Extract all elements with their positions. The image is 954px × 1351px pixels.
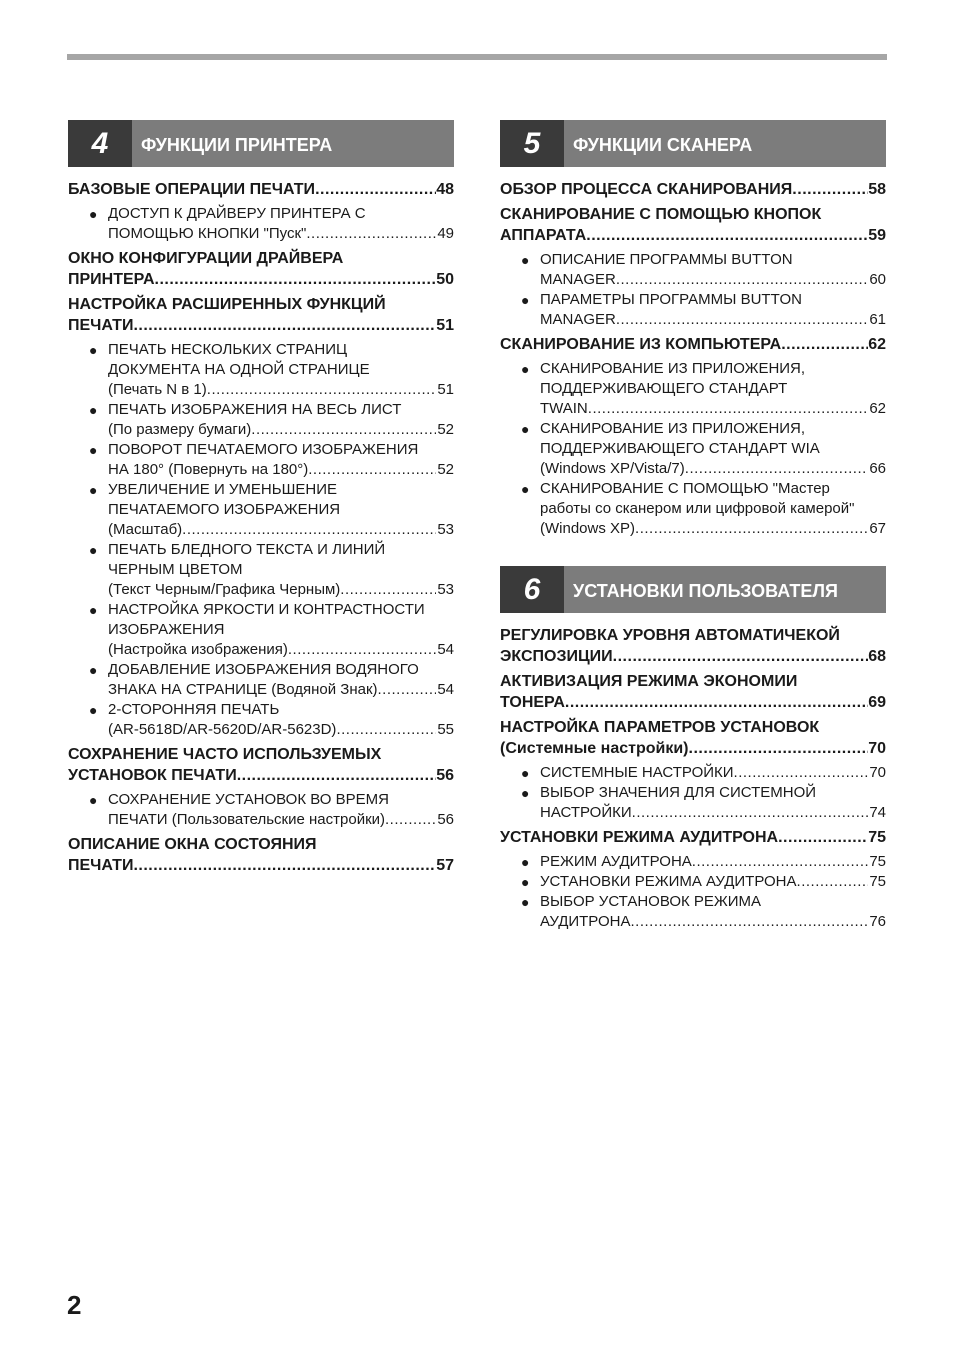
toc-text[interactable]: ● ОПИСАНИЕ ПРОГРАММЫ BUTTON	[540, 251, 793, 268]
toc-line	[540, 250, 886, 270]
toc-text[interactable]: РЕГУЛИРОВКА УРОВНЯ АВТОМАТИЧЕКОЙ	[500, 627, 840, 644]
dot-leader	[315, 179, 436, 200]
section-number: 5	[500, 120, 564, 167]
dot-leader	[133, 855, 436, 876]
toc-line	[68, 269, 454, 290]
toc-line	[108, 204, 454, 224]
toc-text[interactable]: УСТАНОВОК ПЕЧАТИ	[68, 767, 237, 784]
toc-line	[540, 763, 886, 783]
dot-leader	[781, 334, 868, 355]
toc-line	[108, 440, 454, 460]
dot-leader	[251, 420, 436, 440]
toc-subentry[interactable]	[68, 600, 454, 660]
toc-text[interactable]: (Системные настройки)	[500, 740, 689, 757]
toc-line	[108, 600, 454, 620]
page-ref[interactable]: 54	[437, 681, 454, 698]
toc-line	[108, 500, 454, 520]
toc-line	[108, 340, 454, 360]
toc-text[interactable]: ДОКУМЕНТА НА ОДНОЙ СТРАНИЦЕ	[108, 361, 370, 378]
toc-line	[540, 459, 886, 479]
toc-line	[500, 692, 886, 713]
toc-entry[interactable]	[500, 204, 886, 246]
page-ref[interactable]: 49	[437, 225, 454, 242]
toc-text[interactable]: ОПИСАНИЕ ОКНА СОСТОЯНИЯ	[68, 836, 317, 853]
toc-line	[108, 540, 454, 560]
page-ref[interactable]: 62	[869, 400, 886, 417]
toc-line	[108, 720, 454, 740]
toc-entry[interactable]	[68, 294, 454, 336]
dot-leader	[635, 519, 868, 539]
toc-text[interactable]: ● ПАРАМЕТРЫ ПРОГРАММЫ BUTTON	[540, 291, 802, 308]
dot-leader	[792, 179, 868, 200]
toc-line	[68, 248, 454, 269]
toc-subentry[interactable]	[500, 290, 886, 330]
page-number: 2	[67, 1290, 82, 1320]
toc-subentry[interactable]	[68, 660, 454, 700]
page-ref[interactable]: 68	[868, 648, 886, 665]
page-ref[interactable]: 56	[437, 811, 454, 828]
toc-line	[540, 270, 886, 290]
toc-line	[108, 380, 454, 400]
dot-leader	[630, 912, 868, 932]
toc-text[interactable]: работы со сканером или цифровой камерой"	[540, 500, 855, 517]
toc-subentry[interactable]	[500, 250, 886, 290]
page-ref[interactable]: 67	[869, 520, 886, 537]
toc-subentry[interactable]	[68, 480, 454, 540]
toc-line	[500, 225, 886, 246]
toc-line	[500, 738, 886, 759]
dot-leader	[797, 872, 869, 892]
dot-leader	[734, 763, 869, 783]
toc-line	[108, 520, 454, 540]
toc-line	[108, 360, 454, 380]
page-ref[interactable]: 74	[869, 804, 886, 821]
dot-leader	[308, 460, 436, 480]
section-number: 4	[68, 120, 132, 167]
toc-text[interactable]: ● ПЕЧАТЬ ИЗОБРАЖЕНИЯ НА ВЕСЬ ЛИСТ	[108, 401, 402, 418]
toc-line	[108, 810, 454, 830]
toc-text[interactable]: ● ДОБАВЛЕНИЕ ИЗОБРАЖЕНИЯ ВОДЯНОГО	[108, 661, 419, 678]
dot-leader	[237, 765, 437, 786]
toc-text[interactable]: ПРИНТЕРА	[68, 271, 155, 288]
toc-line	[540, 499, 886, 519]
toc-text[interactable]: ● СКАНИРОВАНИЕ С ПОМОЩЬЮ "Мастер	[540, 480, 830, 497]
section-6	[500, 566, 886, 936]
toc-subentry[interactable]	[500, 763, 886, 783]
page-ref[interactable]: 75	[869, 853, 886, 870]
toc-text[interactable]: ● НАСТРОЙКА ЯРКОСТИ И КОНТРАСТНОСТИ	[108, 601, 425, 618]
toc-line	[108, 460, 454, 480]
toc-subentry[interactable]	[500, 479, 886, 539]
section-header	[68, 120, 454, 167]
page-ref[interactable]: 50	[436, 271, 454, 288]
toc-subentry[interactable]	[500, 872, 886, 892]
page-ref[interactable]: 52	[437, 421, 454, 438]
page-ref[interactable]: 53	[437, 521, 454, 538]
toc-text[interactable]: БАЗОВЫЕ ОПЕРАЦИИ ПЕЧАТИ	[68, 181, 316, 198]
toc-text[interactable]: ● ПЕЧАТЬ БЛЕДНОГО ТЕКСТА И ЛИНИЙ	[108, 541, 386, 558]
dot-leader	[692, 852, 869, 872]
toc-line	[500, 717, 886, 738]
toc-text[interactable]: ПЕЧАТИ	[68, 857, 134, 874]
page-ref[interactable]: 60	[869, 271, 886, 288]
toc-text[interactable]: НАСТРОЙКА РАСШИРЕННЫХ ФУНКЦИЙ	[68, 296, 386, 313]
page-ref[interactable]: 75	[868, 829, 886, 846]
page-ref[interactable]: 48	[436, 181, 454, 198]
toc-subentry[interactable]	[68, 700, 454, 740]
toc-text[interactable]: ● СКАНИРОВАНИЕ ИЗ ПРИЛОЖЕНИЯ,	[540, 360, 806, 377]
toc-text[interactable]: (Печать N в 1)	[108, 381, 207, 398]
toc-line	[68, 294, 454, 315]
dot-leader	[613, 646, 869, 667]
toc-subentry[interactable]	[500, 359, 886, 419]
dot-leader	[133, 315, 436, 336]
toc-line	[68, 765, 454, 786]
toc-text[interactable]: ОКНО КОНФИГУРАЦИИ ДРАЙВЕРА	[68, 250, 344, 267]
page-ref[interactable]: 75	[869, 873, 886, 890]
toc-text[interactable]: СОХРАНЕНИЕ ЧАСТО ИСПОЛЬЗУЕМЫХ	[68, 746, 382, 763]
toc-line	[68, 315, 454, 336]
page-ref[interactable]: 55	[437, 721, 454, 738]
toc-subentry[interactable]	[68, 340, 454, 400]
toc-text[interactable]: ● УВЕЛИЧЕНИЕ И УМЕНЬШЕНИЕ	[108, 481, 337, 498]
dot-leader	[378, 680, 437, 700]
toc-text[interactable]: ПОДДЕРЖИВАЮЩЕГО СТАНДАРТ	[540, 380, 788, 397]
toc-line	[68, 744, 454, 765]
toc-line	[540, 519, 886, 539]
toc-text[interactable]: НАСТРОЙКА ПАРАМЕТРОВ УСТАНОВОК	[500, 719, 820, 736]
toc-text[interactable]: ● РЕЖИМ АУДИТРОНА	[540, 853, 692, 870]
toc-entry[interactable]	[500, 827, 886, 848]
toc-text[interactable]: ● ПОВОРОТ ПЕЧАТАЕМОГО ИЗОБРАЖЕНИЯ	[108, 441, 419, 458]
page-ref[interactable]: 70	[869, 764, 886, 781]
section-number: 6	[500, 566, 564, 613]
dot-leader	[336, 720, 436, 740]
toc-line	[108, 660, 454, 680]
section-title: ФУНКЦИИ ПРИНТЕРА	[132, 120, 454, 167]
dot-leader	[586, 225, 868, 246]
dot-leader	[155, 269, 437, 290]
dot-leader	[616, 270, 868, 290]
toc-text[interactable]: ИЗОБРАЖЕНИЯ	[108, 621, 225, 638]
toc-text[interactable]: ● ДОСТУП К ДРАЙВЕРУ ПРИНТЕРА С	[108, 205, 366, 222]
toc-line	[540, 359, 886, 379]
toc-line	[68, 834, 454, 855]
page-ref[interactable]: 66	[869, 460, 886, 477]
dot-leader	[182, 520, 436, 540]
page-ref[interactable]: 54	[437, 641, 454, 658]
toc-text[interactable]: СКАНИРОВАНИЕ ИЗ КОМПЬЮТЕРА	[500, 336, 782, 353]
dot-leader	[340, 580, 436, 600]
toc-text[interactable]: (Windows XP)	[540, 520, 636, 537]
dot-leader	[565, 692, 868, 713]
toc-line	[500, 671, 886, 692]
toc-line	[108, 420, 454, 440]
toc-text[interactable]: ПЕЧАТАЕМОГО ИЗОБРАЖЕНИЯ	[108, 501, 341, 518]
toc-line	[500, 204, 886, 225]
toc-text[interactable]: ОБЗОР ПРОЦЕССА СКАНИРОВАНИЯ	[500, 181, 793, 198]
dot-leader	[306, 224, 436, 244]
toc-line	[108, 790, 454, 810]
page-ref[interactable]: 53	[437, 581, 454, 598]
toc-line	[108, 400, 454, 420]
dot-leader	[207, 380, 437, 400]
toc-line	[108, 700, 454, 720]
toc-text[interactable]: ● ВЫБОР ЗНАЧЕНИЯ ДЛЯ СИСТЕМНОЙ	[540, 784, 817, 801]
toc-line	[540, 310, 886, 330]
toc-text[interactable]: ЗНАКА НА СТРАНИЦЕ (Водяной Знак)	[108, 681, 378, 698]
toc-line	[540, 439, 886, 459]
section-header	[500, 566, 886, 613]
dot-leader	[588, 399, 869, 419]
toc-subentry[interactable]	[500, 892, 886, 932]
toc-line	[108, 620, 454, 640]
toc-subentry[interactable]	[68, 204, 454, 244]
toc-text[interactable]: ТОНЕРА	[500, 694, 565, 711]
toc-subentry[interactable]	[68, 540, 454, 600]
section-title: УСТАНОВКИ ПОЛЬЗОВАТЕЛЯ	[564, 566, 886, 613]
toc-line	[108, 560, 454, 580]
toc-text[interactable]: MANAGER	[540, 271, 616, 288]
toc-entry[interactable]	[500, 179, 886, 200]
toc-text[interactable]: (По размеру бумаги)	[108, 421, 252, 438]
dot-leader	[685, 459, 869, 479]
page-ref[interactable]: 62	[868, 336, 886, 353]
toc-line	[108, 580, 454, 600]
toc-line	[500, 646, 886, 667]
dot-leader	[385, 810, 436, 830]
toc-entry[interactable]	[500, 671, 886, 713]
toc-text[interactable]: НА 180° (Повернуть на 180°)	[108, 461, 309, 478]
dot-leader	[632, 803, 869, 823]
toc-text[interactable]: (Windows XP/Vista/7)	[540, 460, 685, 477]
toc-text[interactable]: (Масштаб)	[108, 521, 183, 538]
toc-line	[540, 912, 886, 932]
toc-text[interactable]: АУДИТРОНА	[540, 913, 631, 930]
toc-subentry[interactable]	[68, 790, 454, 830]
toc-text[interactable]: НАСТРОЙКИ	[540, 804, 632, 821]
toc-line	[540, 803, 886, 823]
toc-line	[500, 625, 886, 646]
section-5	[500, 120, 886, 543]
toc-text[interactable]: ПОМОЩЬЮ КНОПКИ "Пуск"	[108, 225, 307, 242]
page-ref[interactable]: 57	[436, 857, 454, 874]
toc-line	[108, 224, 454, 244]
page-ref[interactable]: 56	[436, 767, 454, 784]
toc-text[interactable]: ПЕЧАТИ (Пользовательские настройки)	[108, 811, 386, 828]
toc-text[interactable]: ● ВЫБОР УСТАНОВОК РЕЖИМА	[540, 893, 762, 910]
toc-text[interactable]: УСТАНОВКИ РЕЖИМА АУДИТРОНА	[500, 829, 779, 846]
page-ref[interactable]: 69	[868, 694, 886, 711]
toc-text[interactable]: ЧЕРНЫМ ЦВЕТОМ	[108, 561, 243, 578]
section-header	[500, 120, 886, 167]
toc-entry[interactable]	[500, 717, 886, 759]
section-title: ФУНКЦИИ СКАНЕРА	[564, 120, 886, 167]
toc-text[interactable]: ПОДДЕРЖИВАЮЩЕГО СТАНДАРТ WIA	[540, 440, 820, 457]
dot-leader	[689, 738, 869, 759]
toc-text[interactable]: ● СКАНИРОВАНИЕ ИЗ ПРИЛОЖЕНИЯ,	[540, 420, 806, 437]
toc-text[interactable]: АКТИВИЗАЦИЯ РЕЖИМА ЭКОНОМИИ	[500, 673, 798, 690]
page-ref[interactable]: 51	[436, 317, 454, 334]
toc-entry[interactable]	[500, 334, 886, 355]
toc-line	[540, 379, 886, 399]
toc-entry[interactable]	[68, 744, 454, 786]
page-ref[interactable]: 76	[869, 913, 886, 930]
toc-line	[500, 827, 886, 848]
toc-entry[interactable]	[68, 834, 454, 876]
toc-line	[68, 855, 454, 876]
top-rule	[67, 54, 887, 60]
toc-line	[540, 399, 886, 419]
dot-leader	[778, 827, 868, 848]
page-ref[interactable]: 52	[437, 461, 454, 478]
toc-text[interactable]: TWAIN	[540, 400, 588, 417]
toc-text[interactable]: ● СОХРАНЕНИЕ УСТАНОВОК ВО ВРЕМЯ	[108, 791, 389, 808]
toc-text[interactable]: MANAGER	[540, 311, 616, 328]
page-ref[interactable]: 59	[868, 227, 886, 244]
toc-text[interactable]: (AR-5618D/AR-5620D/AR-5623D)	[108, 721, 337, 738]
toc-line	[540, 872, 886, 892]
toc-line	[500, 334, 886, 355]
toc-line	[540, 419, 886, 439]
toc-entry[interactable]	[68, 248, 454, 290]
toc-subentry[interactable]	[500, 783, 886, 823]
dot-leader	[616, 310, 868, 330]
toc-subentry[interactable]	[500, 852, 886, 872]
toc-line	[540, 479, 886, 499]
dot-leader	[288, 640, 436, 660]
toc-line	[500, 179, 886, 200]
toc-line	[108, 640, 454, 660]
toc-subentry[interactable]	[68, 400, 454, 440]
section-4	[68, 120, 454, 880]
toc-line	[540, 783, 886, 803]
page-ref[interactable]: 61	[869, 311, 886, 328]
toc-subentry[interactable]	[500, 419, 886, 479]
toc-line	[540, 852, 886, 872]
toc-subentry[interactable]	[68, 440, 454, 480]
toc-text[interactable]: (Настройка изображения)	[108, 641, 288, 658]
page-ref[interactable]: 51	[437, 381, 454, 398]
toc-text[interactable]: ● СИСТЕМНЫЕ НАСТРОЙКИ	[540, 764, 734, 781]
toc-line	[68, 179, 454, 200]
toc-text[interactable]: СКАНИРОВАНИЕ С ПОМОЩЬЮ КНОПОК	[500, 206, 822, 223]
toc-text[interactable]: (Текст Черным/Графика Черным)	[108, 581, 341, 598]
toc-text[interactable]: ПЕЧАТИ	[68, 317, 134, 334]
toc-text[interactable]: ЭКСПОЗИЦИИ	[500, 648, 613, 665]
toc-line	[540, 892, 886, 912]
toc-text[interactable]: АППАРАТА	[500, 227, 587, 244]
toc-line	[108, 480, 454, 500]
toc-text[interactable]: ● 2-СТОРОННЯЯ ПЕЧАТЬ	[108, 701, 280, 718]
toc-line	[108, 680, 454, 700]
toc-text[interactable]: ● УСТАНОВКИ РЕЖИМА АУДИТРОНА	[540, 873, 797, 890]
toc-entry[interactable]	[68, 179, 454, 200]
toc-entry[interactable]	[500, 625, 886, 667]
toc-line	[540, 290, 886, 310]
page-ref[interactable]: 70	[868, 740, 886, 757]
toc-text[interactable]: ● ПЕЧАТЬ НЕСКОЛЬКИХ СТРАНИЦ	[108, 341, 348, 358]
page-ref[interactable]: 58	[868, 181, 886, 198]
